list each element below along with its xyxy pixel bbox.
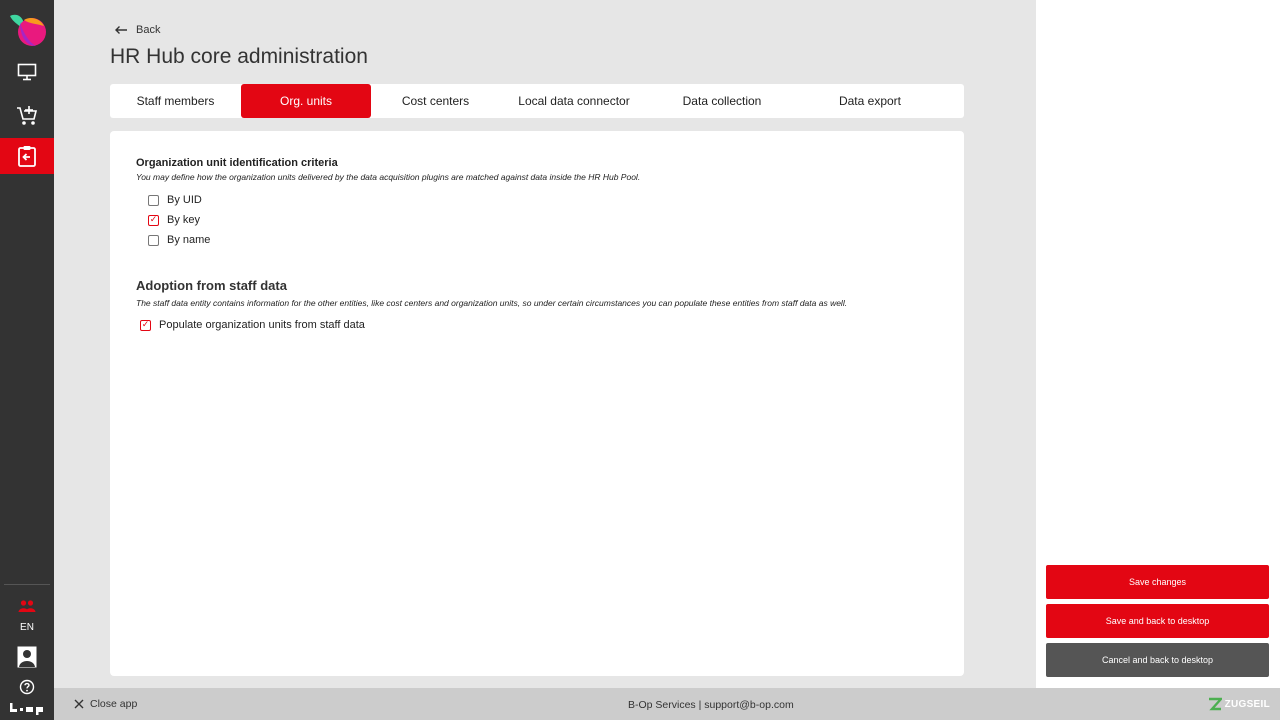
sidebar-item-help[interactable] [0,669,54,705]
adoption-description: The staff data entity contains information for the other entities, like cost centers and organization units, so under certain circumstances you can populate these entities from staff data as well. [136,298,848,308]
close-app-button[interactable] [74,698,137,710]
language-selector[interactable]: EN [20,622,34,633]
cart-add-icon [16,105,38,127]
checkbox-box[interactable] [140,320,151,331]
support-contact: B-Op Services | support@b-op.com [628,699,794,711]
desktop-icon [17,63,37,81]
back-label: Back [136,24,161,36]
app-sidebar [0,0,54,720]
checkbox-label: By key [167,214,201,226]
zugseil-text: ZUGSEIL [1224,698,1270,710]
bop-logo [10,702,44,714]
help-icon [19,679,35,695]
tab-cost-centers[interactable]: Cost centers [401,94,470,108]
back-link[interactable] [114,24,160,36]
tab-staff-members[interactable]: Staff members [136,94,215,108]
checkbox-by-uid[interactable] [148,194,202,206]
close-app-label: Close app [90,698,138,710]
save-and-back-button[interactable]: Save and back to desktop [1046,604,1269,638]
action-panel [1036,0,1280,688]
sidebar-divider [4,584,50,585]
zugseil-mark-icon [1208,697,1222,711]
zugseil-logo [1208,697,1270,711]
sidebar-item-team[interactable] [0,588,54,624]
checkbox-populate-org-units[interactable] [140,319,365,331]
footer-bar [54,688,1280,720]
tab-local-data-connector[interactable]: Local data connector [518,94,630,108]
settings-card [110,131,964,676]
cancel-and-back-button[interactable]: Cancel and back to desktop [1046,643,1269,677]
identification-description: You may define how the organization units delivered by the data acquisition plugins are matched against data inside the HR Hub Pool. [136,172,641,182]
checkbox-label: Populate organization units from staff data [159,319,365,331]
clipboard-return-icon [17,145,37,167]
sidebar-item-shop[interactable] [0,98,54,134]
app-logo [8,10,48,50]
tab-data-collection[interactable]: Data collection [682,94,762,108]
checkbox-label: By UID [167,194,202,206]
identification-title: Organization unit identification criteria [136,157,338,169]
checkbox-box[interactable] [148,215,159,226]
save-changes-button[interactable]: Save changes [1046,565,1269,599]
avatar-icon [17,646,37,668]
checkbox-box[interactable] [148,195,159,206]
people-icon [18,599,36,613]
checkbox-box[interactable] [148,235,159,246]
tab-bar [110,84,964,118]
sidebar-item-desktop[interactable] [0,54,54,90]
adoption-title: Adoption from staff data [136,278,287,293]
checkbox-label: By name [167,234,211,246]
checkbox-by-key[interactable] [148,214,200,226]
checkbox-by-name[interactable] [148,234,210,246]
page-title: HR Hub core administration [110,45,368,68]
tab-org-units[interactable]: Org. units [241,84,371,118]
sidebar-item-hr-hub[interactable] [0,138,54,174]
main-content [54,0,1036,688]
tab-data-export[interactable]: Data export [838,94,902,108]
arrow-left-icon [114,25,128,35]
close-icon [74,699,84,709]
